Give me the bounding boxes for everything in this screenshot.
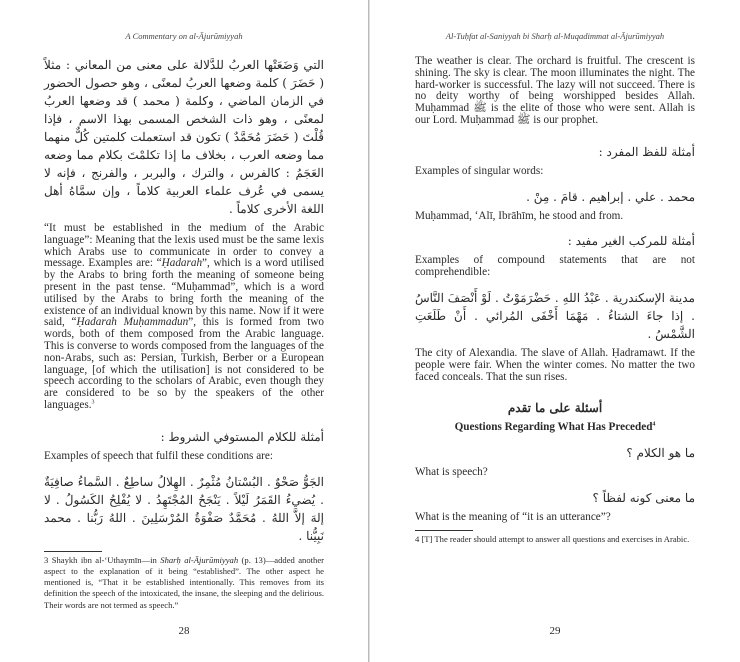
- text: “It must be established in the medium of the Arabic language”: Meaning that the lexis used must be the same lexis which Arabs use to communicate in order to convey a message. Examples are: “: [44, 222, 324, 270]
- arabic-heading-singular: أمثلة للفظ المفرد :: [598, 144, 695, 159]
- questions-english-heading: [415, 422, 695, 434]
- english-heading: Examples of speech that fulfil these conditions are:: [44, 449, 273, 462]
- footnote: [44, 555, 324, 611]
- arabic-compound-examples: مدينة الإسكندرية . عَبْدُ اللهِ . حَضْرَمَوْتُ . لَوْ أَنْصَفَ النَّاسُ . إذا جاءَ الشتاءُ . مَهْمَا أَخْفَى المُرائي . أَنْ طَلَعَتِ الشَّمْسُ .: [415, 290, 695, 341]
- text: 3 Shaykh ibn al-‘Uthaymīn—in: [44, 554, 161, 565]
- running-header: A Commentary on al-Ājurūmiyyah: [125, 31, 243, 41]
- italic-term: Ḥadarah Muḥammadun: [76, 316, 189, 329]
- text: ”, this is formed from two words, both of them composed from the Arabic language. This is converse to words composed from the languages of the non-Arabs, such as: Persian, Turkish, Berber or a European language, [of which the utilisation] is not considered to be speech according to the scholars of Arabic, even though they are considered to be so by the speakers of the other languages.: [44, 316, 324, 411]
- text: (p. 13)—added another aspect to the explanation of it being “established”. The other aspect he mentioned is, “That it be established intentionally. This removes from its definition the speech of the intoxicated, the insane, the sleeping and the delirious. Their words are not termed as speech.”: [44, 554, 324, 610]
- text: ”, which is a word utilised by the Arabs to bring forth the meaning of someone being present in the past tense. “Muḥammad”, which is a word utilised by the Arabs to bring forth the meaning of the existence of an individual known by this name. Now if it were said, “: [44, 257, 324, 329]
- footnote: 4 [T] The reader should attempt to answer all questions and exercises in Arabic.: [415, 533, 690, 544]
- english-heading-singular: Examples of singular words:: [415, 164, 544, 177]
- text: Questions Regarding What Has Preceded: [454, 421, 653, 434]
- question-1-english: What is speech?: [415, 466, 488, 479]
- page-number: 29: [549, 625, 561, 638]
- questions-arabic-heading: أسئلة على ما تقدم: [507, 401, 603, 416]
- arabic-singular-examples: محمد . علي . إبراهيم . قامَ . مِنْ .: [526, 189, 695, 204]
- english-heading-compound: Examples of compound statements that are not comprehendible:: [415, 254, 695, 279]
- arabic-paragraph: التي وَضَعَتْها العربُ للدَّلالة على معنى من المعاني : مثلاً ( حَضَرَ ) كلمة وضعها العربُ لمعنًى ، وهو حصول الحضور في الزمان الماضي ، وكلمة ( محمد ) قد وضعها العربُ لمعنًى ، وهو ذات الشخص المسمى بهذا الاسم ، فإذا قُلْتَ ( حَضَرَ مُحَمَّدٌ ) تكون قد استعملت كلمتين كُلٌّ منهما مما وضعه العرب ، بخلاف ما إذا تكلمْتَ بكلام مما وضعه العَجَمُ : كالفرس ، والترك ، والبربر ، والفرنج ، فإنه لا يسمى في عُرف علماء العربية كلاماً ، وإن سمَّاهُ أهل اللغة الأخرى كلاماً .: [44, 58, 324, 216]
- arabic-heading: أمثلة للكلام المستوفي الشروط :: [160, 429, 324, 444]
- footnote-divider: [44, 551, 102, 552]
- left-page-28: [0, 0, 369, 662]
- running-header: Al-Tuḥfat al-Saniyyah bi Sharḥ al-Muqadimmat al-Ājurūmiyyah: [445, 31, 665, 41]
- question-2-arabic: ما معنى كونه لفظاً ؟: [592, 490, 695, 505]
- english-singular-examples: Muḥammad, ‘Alī, Ibrāhīm, he stood and from.: [415, 209, 624, 222]
- footnote-ref: 3: [91, 399, 95, 406]
- question-2-english: What is the meaning of “it is an utterance”?: [415, 510, 611, 523]
- footnote-divider: [415, 530, 473, 531]
- english-paragraph: [44, 223, 324, 412]
- english-compound-examples: The city of Alexandia. The slave of Allah. Ḥadramawt. If the people were fair. When the winter comes. No matter the two faced conceals. That the sun rises.: [415, 346, 695, 383]
- question-1-arabic: ما هو الكلام ؟: [626, 446, 695, 461]
- english-paragraph: The weather is clear. The orchard is fruitful. The crescent is shining. The sky is clear. The moon illuminates the night. The hard-worker is successful. The lazy will not succeed. There is no deity worthy of being worshipped besides Allah. Muḥammad ﷺ is the elite of those who were sent. Allah is our Lord. Muḥammad ﷺ is our prophet.: [415, 55, 695, 126]
- footnote-ref: 4: [652, 421, 656, 428]
- arabic-heading-compound: أمثلة للمركب الغير مفيد :: [567, 234, 695, 249]
- page-number: 28: [178, 625, 190, 638]
- arabic-examples: الجَوُّ صَحْوٌ . البُسْتانُ مُثْمِرٌ . الهِلالُ ساطِعٌ . السَّماءُ صافِيَةٌ . يُضيءُ القَمَرُ لَيْلاً . يَنْجَحُ المُجْتَهِدُ . لا يُفْلِحُ الكَسُولُ . لا إلهَ إلاَّ اللهُ . مُحَمَّدٌ صَفْوَةُ المُرْسَلِينَ . اللهُ رَبُّنا . محمد نَبِيُّنا .: [44, 474, 324, 543]
- right-page-29: [369, 0, 739, 662]
- italic-term: Ḥadarah: [161, 257, 203, 270]
- italic-term: Sharḥ al-Ājurūmiyyah: [160, 554, 239, 565]
